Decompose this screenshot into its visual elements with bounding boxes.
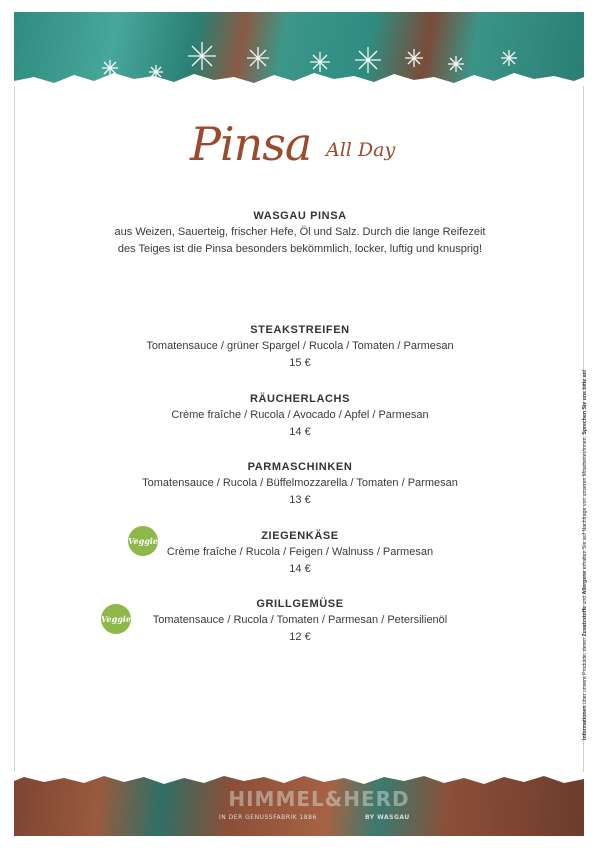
veggie-badge-icon: Veggie [101, 604, 131, 634]
intro-line-1: aus Weizen, Sauerteig, frischer Hefe, Öl und Salz. Durch die lange Reifezeit [114, 226, 486, 238]
allergen-side-note [580, 270, 592, 740]
top-banner [14, 12, 584, 86]
brand-logo [219, 787, 419, 821]
side-note-text [580, 270, 590, 740]
intro-line-2: des Teiges ist die Pinsa besonders bekömmlich, locker, luftig und knusprig! [117, 243, 483, 255]
side-note-part: Allergene [582, 570, 588, 595]
item-ingredients: Tomatensauce / grüner Spargel / Rucola / Tomaten / Parmesan [146, 340, 454, 352]
brand-subtitle: IN DER GENUSSFABRIK 1886 [219, 814, 317, 821]
item-name: STEAKSTREIFEN [250, 324, 350, 336]
intro-heading: WASGAU PINSA [253, 210, 347, 222]
menu-item [60, 528, 540, 578]
item-price: 12 € [289, 631, 311, 643]
title-main: Pinsa [190, 117, 312, 171]
item-price: 15 € [289, 357, 311, 369]
item-name: PARMASCHINKEN [247, 461, 353, 473]
item-price: 13 € [289, 494, 311, 506]
item-price: 14 € [289, 563, 311, 575]
bottom-banner [14, 772, 584, 836]
brand-name: HIMMEL&HERD [228, 787, 410, 811]
menu-item [60, 459, 540, 509]
side-note-part: Informationen [582, 705, 588, 740]
side-note-part: Zusatzstoffe [582, 605, 588, 637]
veggie-badge-icon: Veggie [128, 526, 158, 556]
item-name: GRILLGEMÜSE [256, 598, 344, 610]
side-note-part: erhalten Sie auf Nachfrage von unseren Mitarbeiter/innen. [582, 434, 588, 571]
side-note-part: über unsere Produkte, deren [582, 636, 588, 706]
item-ingredients: Tomatensauce / Rucola / Büffelmozzarella / Tomaten / Parmesan [142, 477, 458, 489]
title-sub: All Day [326, 139, 396, 161]
menu-item [60, 596, 540, 646]
intro-section [60, 208, 540, 258]
item-ingredients: Crème fraîche / Rucola / Feigen / Walnuss / Parmesan [166, 546, 434, 558]
side-note-part: und [582, 594, 588, 606]
menu-item [60, 391, 540, 441]
menu-item [60, 322, 540, 372]
item-ingredients: Crème fraîche / Rucola / Avocado / Apfel / Parmesan [171, 409, 429, 421]
brand-by: BY WASGAU [365, 814, 410, 821]
menu-title [190, 116, 420, 176]
item-price: 14 € [289, 426, 311, 438]
side-note-part: Sprechen Sie uns bitte an! [582, 369, 588, 435]
item-ingredients: Tomatensauce / Rucola / Tomaten / Parmesan / Petersilienöl [152, 614, 448, 626]
item-name: ZIEGENKÄSE [261, 530, 339, 542]
torn-edge-top [14, 67, 584, 86]
item-name: RÄUCHERLACHS [249, 393, 351, 405]
